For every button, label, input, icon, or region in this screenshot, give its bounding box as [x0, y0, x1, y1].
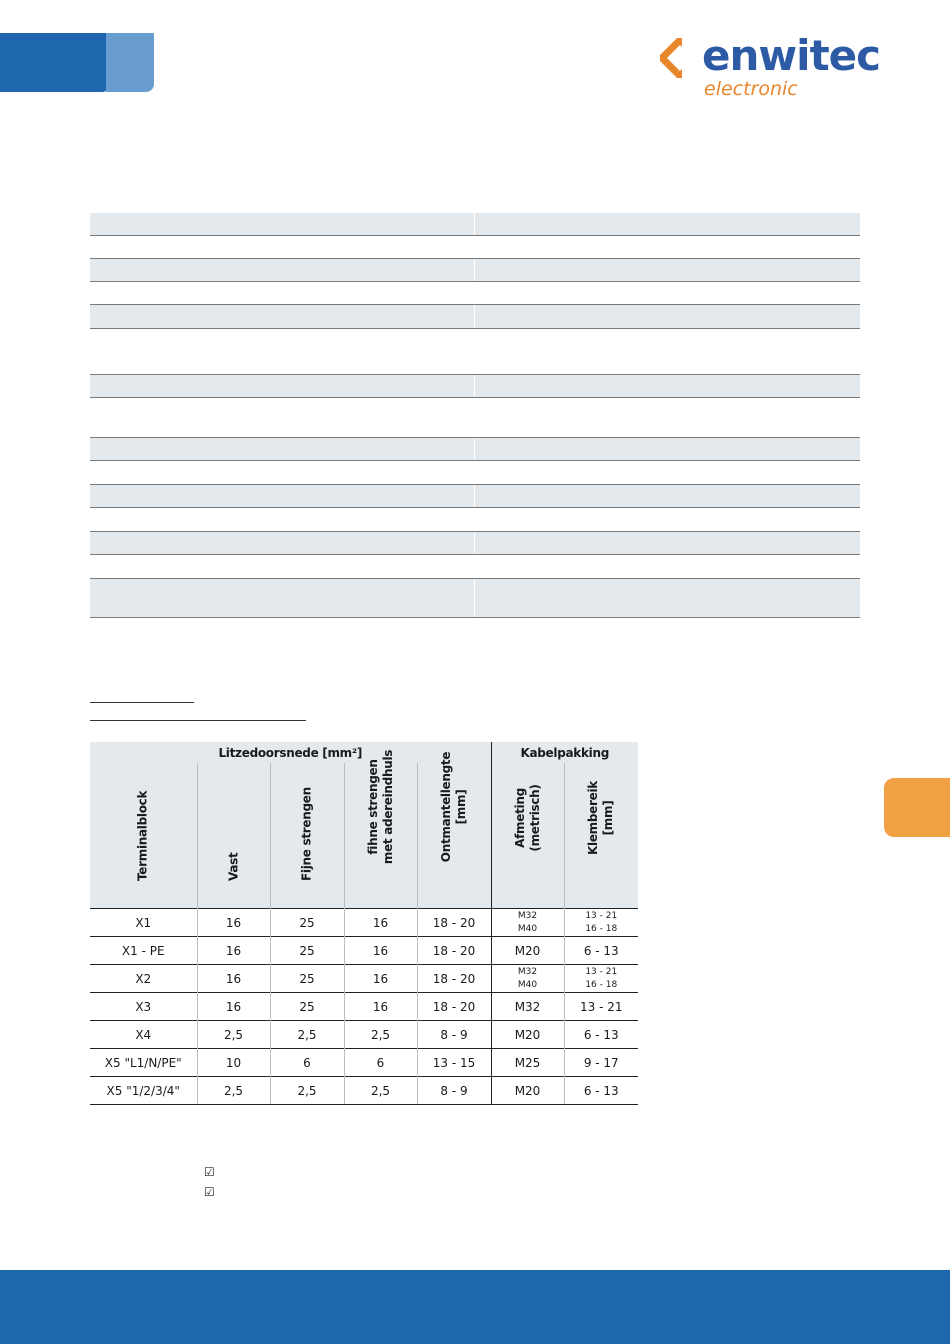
- table-cell-strip: 18 - 20: [417, 993, 491, 1021]
- table-cell-huls: 2,5: [344, 1021, 417, 1049]
- logo-wordmark: enwitec: [702, 31, 881, 80]
- table-row: [90, 1049, 638, 1077]
- table-cell-strip: 8 - 9: [417, 1077, 491, 1105]
- table-cell-block: X5 "L1/N/PE": [90, 1049, 197, 1077]
- table-cell-range: [564, 909, 638, 937]
- table-cell-size: [491, 909, 564, 937]
- checked-box-icon: ☑: [204, 1185, 215, 1199]
- spec-row: [90, 532, 860, 555]
- table-cell-size-value: M32: [514, 999, 541, 1014]
- spec-row: [90, 375, 860, 398]
- table-cell-strip: 13 - 15: [417, 1049, 491, 1077]
- table-cell-fijn: 2,5: [270, 1021, 344, 1049]
- table-cell-size-value: M32: [517, 910, 538, 921]
- column-header-terminalblock: Terminalblock: [90, 763, 197, 909]
- table-cell-vast: 16: [197, 993, 270, 1021]
- table-cell-fijn: 25: [270, 909, 344, 937]
- table-cell-size: [491, 993, 564, 1021]
- table-cell-vast: 16: [197, 937, 270, 965]
- spec-row: [90, 461, 860, 485]
- table-cell-huls: 2,5: [344, 1077, 417, 1105]
- table-cell-huls: 16: [344, 937, 417, 965]
- group-header-gland: Kabelpakking: [491, 742, 638, 763]
- table-cell-size: [491, 1021, 564, 1049]
- table-cell-range-value: 13 - 21: [585, 966, 618, 977]
- table-cell-range-value: 6 - 13: [583, 1027, 619, 1042]
- table-cell-size: [491, 1049, 564, 1077]
- table-cell-block: X2: [90, 965, 197, 993]
- table-cell-size-value: M20: [514, 1083, 541, 1098]
- table-cell-block: X5 "1/2/3/4": [90, 1077, 197, 1105]
- spec-row: [90, 438, 860, 461]
- header-tab-light: [106, 33, 154, 92]
- table-cell-size: [491, 965, 564, 993]
- column-header-ontmantellengte: Ontmantellengte [mm]: [417, 763, 491, 909]
- group-header-conductor: Litzedoorsnede [mm²]: [90, 742, 491, 763]
- logo-diamond-icon: [660, 38, 700, 78]
- table-cell-block: X4: [90, 1021, 197, 1049]
- table-cell-size-value: M20: [514, 1027, 541, 1042]
- table-cell-strip: 18 - 20: [417, 909, 491, 937]
- table-cell-range-value: 6 - 13: [583, 1083, 619, 1098]
- table-cell-fijn: 25: [270, 937, 344, 965]
- table-cell-vast: 16: [197, 909, 270, 937]
- table-cell-huls: 16: [344, 965, 417, 993]
- column-header-afmeting: Afmeting (metrisch): [491, 763, 564, 909]
- table-row: [90, 909, 638, 937]
- table-cell-size-value: M40: [517, 979, 538, 990]
- table-cell-size: [491, 937, 564, 965]
- column-header-klembereik: Klembereik [mm]: [564, 763, 638, 909]
- table-cell-range: [564, 1021, 638, 1049]
- spec-table: [90, 213, 860, 618]
- table-cell-range: [564, 993, 638, 1021]
- terminal-table: [90, 742, 638, 1105]
- spec-row: [90, 236, 860, 259]
- spec-row: [90, 213, 860, 236]
- table-cell-vast: 10: [197, 1049, 270, 1077]
- table-cell-size-value: M32: [517, 966, 538, 977]
- table-cell-range: [564, 1049, 638, 1077]
- table-cell-block: X1 - PE: [90, 937, 197, 965]
- table-cell-strip: 18 - 20: [417, 965, 491, 993]
- table-cell-range: [564, 937, 638, 965]
- checked-box-icon: ☑: [204, 1165, 215, 1179]
- table-cell-range-value: 16 - 18: [585, 979, 618, 990]
- column-header-vast: Vast: [197, 763, 270, 909]
- table-cell-range-value: 6 - 13: [583, 943, 619, 958]
- table-cell-huls: 16: [344, 993, 417, 1021]
- spec-row: [90, 305, 860, 329]
- table-cell-fijn: 25: [270, 965, 344, 993]
- table-cell-size: [491, 1077, 564, 1105]
- spec-row: [90, 398, 860, 438]
- table-row: [90, 937, 638, 965]
- table-cell-range-value: 13 - 21: [585, 910, 618, 921]
- table-cell-strip: 18 - 20: [417, 937, 491, 965]
- table-row: [90, 1021, 638, 1049]
- table-cell-vast: 16: [197, 965, 270, 993]
- table-cell-huls: 16: [344, 909, 417, 937]
- logo-tagline: electronic: [704, 78, 798, 100]
- spec-row: [90, 485, 860, 508]
- spec-row: [90, 282, 860, 305]
- table-cell-range-value: 9 - 17: [583, 1055, 619, 1070]
- column-header-fijne-strengen: Fijne strengen: [270, 763, 344, 909]
- header-tab-dark: [0, 33, 110, 92]
- table-cell-size-value: M25: [514, 1055, 541, 1070]
- footer-band: [0, 1270, 950, 1344]
- section-rule-short: [90, 702, 194, 703]
- company-logo: [660, 30, 900, 102]
- table-cell-range: [564, 1077, 638, 1105]
- table-cell-range-value: 13 - 21: [580, 999, 623, 1014]
- spec-row: [90, 508, 860, 532]
- table-cell-fijn: 6: [270, 1049, 344, 1077]
- table-cell-vast: 2,5: [197, 1077, 270, 1105]
- table-cell-fijn: 2,5: [270, 1077, 344, 1105]
- table-row: [90, 1077, 638, 1105]
- table-cell-block: X3: [90, 993, 197, 1021]
- table-cell-fijn: 25: [270, 993, 344, 1021]
- table-row: [90, 965, 638, 993]
- table-cell-size-value: M20: [514, 943, 541, 958]
- table-cell-range: [564, 965, 638, 993]
- table-cell-block: X1: [90, 909, 197, 937]
- spec-row: [90, 329, 860, 375]
- table-cell-strip: 8 - 9: [417, 1021, 491, 1049]
- table-cell-huls: 6: [344, 1049, 417, 1077]
- table-cell-range-value: 16 - 18: [585, 923, 618, 934]
- section-rule-long: [90, 720, 306, 721]
- spec-row: [90, 579, 860, 618]
- column-header-adereindhuls: fihne strengen met adereindhuls: [344, 763, 417, 909]
- spec-row: [90, 555, 860, 579]
- table-cell-size-value: M40: [517, 923, 538, 934]
- table-row: [90, 993, 638, 1021]
- side-tab-orange: [884, 778, 950, 837]
- spec-row: [90, 259, 860, 282]
- table-cell-vast: 2,5: [197, 1021, 270, 1049]
